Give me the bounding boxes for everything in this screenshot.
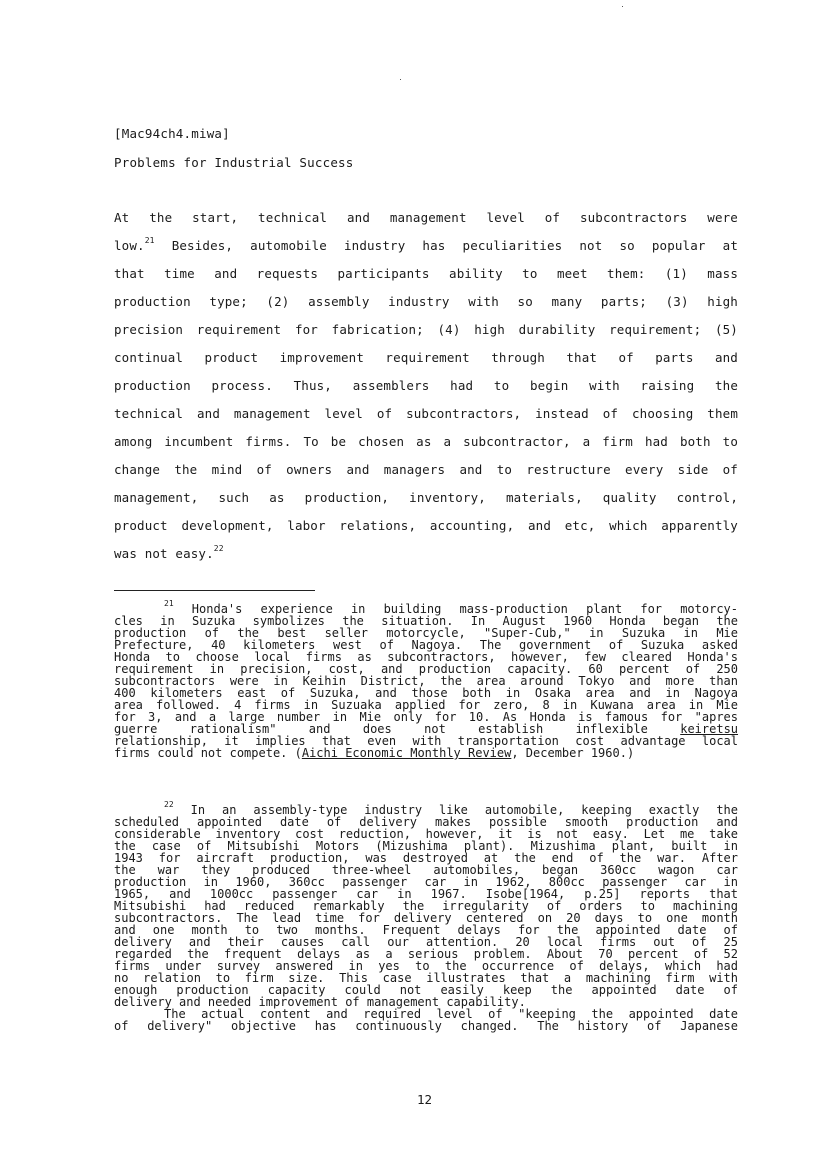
- footnote-line: the case of Mitsubishi Motors (Mizushima plant). Mizushima plant, built in: [114, 839, 738, 853]
- keiretsu-term: keiretsu: [680, 722, 739, 736]
- footnote-line: area followed. 4 firms in Suzuaka applied for zero, 8 in Kuwana area in Mie: [114, 698, 738, 712]
- body-line: change the mind of owners and managers and to restructure every side of: [114, 462, 738, 477]
- footnote-line: regarded the frequent delays as a serious problem. About 70 percent of 52: [114, 947, 738, 961]
- body-line: product development, labor relations, accounting, and etc, which apparently: [114, 518, 738, 533]
- footnote-line: of delivery" objective has continuously changed. The history of Japanese: [114, 1019, 738, 1033]
- file-identifier: [Mac94ch4.miwa]: [114, 126, 230, 141]
- footnote-mark-21: 21: [164, 599, 174, 608]
- footnote-line: 1965, and 1000cc passenger car in 1967. Isobe[1964, p.25] reports that: [114, 887, 738, 901]
- section-title: Problems for Industrial Success: [114, 155, 354, 170]
- footnote-line: Mitsubishi had reduced remarkably the irregularity of orders to machining: [114, 899, 738, 913]
- footnote-line: production of the best seller motorcycle, "Super-Cub," in Suzuka in Mie: [114, 626, 738, 640]
- footnote-line-text: , December 1960.): [511, 746, 635, 760]
- body-line: [114, 540, 738, 568]
- footnote-line: Honda to choose local firms as subcontractors, however, few cleared Honda's: [114, 650, 738, 664]
- footnote-line: subcontractors. The lead time for delivery centered on 20 days to one month: [114, 911, 738, 925]
- footnote-line: considerable inventory cost reduction, however, it is not easy. Let me take: [114, 827, 738, 841]
- body-line: [114, 232, 738, 260]
- journal-title: Aichi Economic Monthly Review: [301, 746, 512, 760]
- page-number: 12: [417, 1092, 433, 1107]
- footnote-mark-22: 22: [164, 800, 174, 809]
- body-text: [114, 204, 738, 568]
- footnote-line: 400 kilometers east of Suzuka, and those both in Osaka area and in Nagoya: [114, 686, 738, 700]
- footnote-line-text: In an assembly-type industry like automobile, keeping exactly the: [173, 803, 738, 817]
- footnote-line: The actual content and required level of "keeping the appointed date: [164, 1007, 738, 1021]
- scan-speck: [622, 6, 623, 7]
- footnote-line: delivery and needed improvement of management capability.: [114, 995, 526, 1009]
- body-line: continual product improvement requirement through that of parts and: [114, 350, 738, 365]
- body-line: among incumbent firms. To be chosen as a subcontractor, a firm had both to: [114, 434, 738, 449]
- footnote-line: relationship, it implies that even with transportation cost advantage local: [114, 734, 738, 748]
- footnote-line: no relation to firm size. This case illustrates that a machining firm with: [114, 971, 738, 985]
- body-line-text: Besides, automobile industry has peculiarities not so popular at: [154, 238, 738, 253]
- footnote-line-text: Honda's experience in building mass-production plant for motorcy-: [173, 602, 738, 616]
- footnote-21: [114, 599, 739, 760]
- footnote-line: enough production capacity could not easily keep the appointed date of: [114, 983, 738, 997]
- footnote-line: cles in Suzuka symbolizes the situation. In August 1960 Honda began the: [114, 614, 738, 628]
- footnote-line-text: firms could not compete. (: [114, 746, 302, 760]
- footnote-separator: [114, 590, 315, 591]
- footnote-line: subcontractors were in Keihin District, the area around Tokyo and more than: [114, 674, 738, 688]
- body-line: precision requirement for fabrication; (4) high durability requirement; (5): [114, 322, 738, 337]
- body-line: technical and management level of subcontractors, instead of choosing them: [114, 406, 738, 421]
- footnote-line: [114, 747, 738, 759]
- body-line-text: was not easy.: [114, 546, 214, 561]
- footnote-line-text: guerre rationalism" and does not establish inflexible: [114, 722, 648, 736]
- body-line: that time and requests participants ability to meet them: (1) mass: [114, 266, 738, 281]
- footnote-line: scheduled appointed date of delivery makes possible smooth production and: [114, 815, 738, 829]
- footnote-line: delivery and their causes call our attention. 20 local firms out of 25: [114, 935, 738, 949]
- footnote-line: for 3, and a large number in Mie only for 10. As Honda is famous for "apres: [114, 710, 738, 724]
- body-line: production process. Thus, assemblers had to begin with raising the: [114, 378, 738, 393]
- body-line-text: low.: [114, 238, 145, 253]
- scan-speck: [400, 79, 401, 80]
- body-line: management, such as production, inventory, materials, quality control,: [114, 490, 738, 505]
- footnote-line: the war they produced three-wheel automobiles, began 360cc wagon car: [114, 863, 738, 877]
- footnote-22: [114, 800, 738, 1033]
- footnote-line: Prefecture, 40 kilometers west of Nagoya. The government of Suzuka asked: [114, 638, 738, 652]
- footnote-ref-22: 22: [213, 543, 224, 553]
- footnote-line: and one month to two months. Frequent delays for the appointed date of: [114, 923, 738, 937]
- body-line: At the start, technical and management level of subcontractors were: [114, 210, 738, 225]
- body-line: production type; (2) assembly industry with so many parts; (3) high: [114, 294, 738, 309]
- footnote-line: production in 1960, 360cc passenger car in 1962, 800cc passenger car in: [114, 875, 738, 889]
- footnote-ref-21: 21: [144, 235, 155, 245]
- footnote-line: firms under survey answered in yes to the occurrence of delays, which had: [114, 959, 738, 973]
- footnote-line: requirement in precision, cost, and production capacity. 60 percent of 250: [114, 662, 738, 676]
- footnote-line: 1943 for aircraft production, was destroyed at the end of the war. After: [114, 851, 738, 865]
